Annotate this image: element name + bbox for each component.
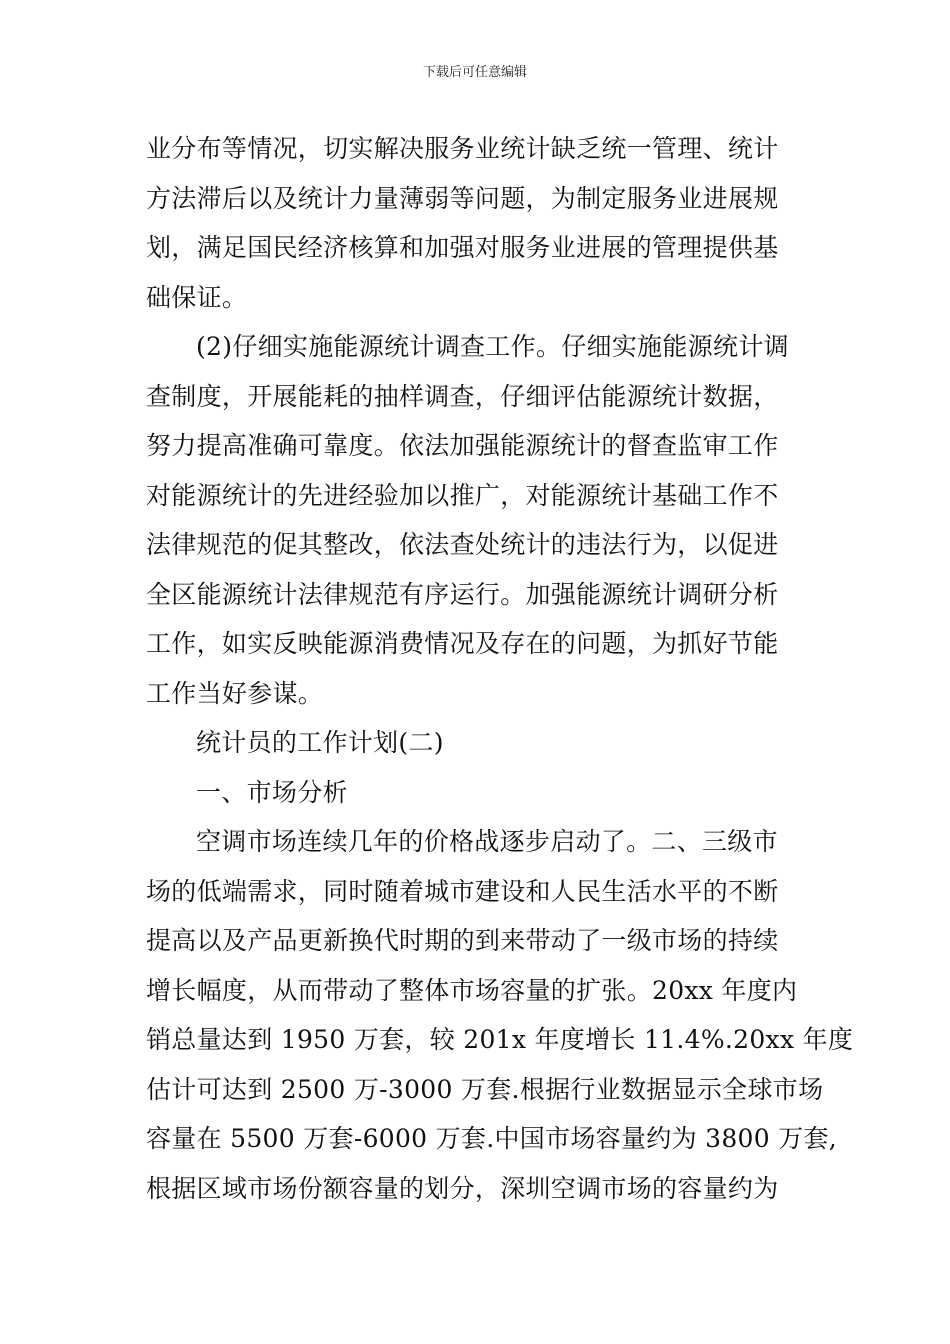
- text-line: 业分布等情况，切实解决服务业统计缺乏统一管理、统计: [146, 134, 779, 163]
- page-header: 下载后可任意编辑: [422, 65, 527, 80]
- text-line: 增长幅度，从而带动了整体市场容量的扩张。20xx 年度内: [146, 975, 798, 1005]
- text-line: 础保证。: [146, 282, 248, 312]
- text-line: 提高以及产品更新换代时期的到来带动了一级市场的持续: [146, 926, 779, 955]
- document-body: [146, 124, 854, 1213]
- text-line: 工作，如实反映能源消费情况及存在的问题，为抓好节能: [146, 629, 779, 658]
- text-line: 全区能源统计法律规范有序运行。加强能源统计调研分析: [146, 579, 779, 609]
- paragraph-start-line: 空调市场连续几年的价格战逐步启动了。二、三级市: [196, 827, 778, 856]
- section-heading: 一、市场分析: [196, 777, 348, 807]
- text-line: 容量在 5500 万套-6000 万套.中国市场容量约为 3800 万套,: [146, 1124, 838, 1153]
- text-line: 估计可达到 2500 万-3000 万套.根据行业数据显示全球市场: [146, 1074, 824, 1104]
- paragraph-start-line: (2)仔细实施能源统计调查工作。仔细实施能源统计调: [196, 332, 789, 361]
- text-line: 根据区域市场份额容量的划分，深圳空调市场的容量约为: [146, 1173, 779, 1203]
- text-line: 销总量达到 1950 万套，较 201x 年度增长 11.4%.20xx 年度: [146, 1025, 854, 1054]
- text-line: 方法滞后以及统计力量薄弱等问题，为制定服务业进展规: [146, 183, 779, 213]
- section-title: 统计员的工作计划(二): [196, 728, 444, 757]
- text-line: 法律规范的促其整改，依法查处统计的违法行为，以促进: [146, 530, 779, 559]
- text-line: 场的低端需求，同时随着城市建设和人民生活水平的不断: [146, 876, 779, 906]
- text-line: 工作当好参谋。: [146, 678, 324, 708]
- text-line: 查制度，开展能耗的抽样调查，仔细评估能源统计数据，: [146, 381, 779, 411]
- text-line: 努力提高准确可靠度。依法加强能源统计的督查监审工作: [146, 431, 779, 460]
- text-line: 划，满足国民经济核算和加强对服务业进展的管理提供基: [146, 233, 779, 262]
- text-line: 对能源统计的先进经验加以推广，对能源统计基础工作不: [146, 480, 779, 510]
